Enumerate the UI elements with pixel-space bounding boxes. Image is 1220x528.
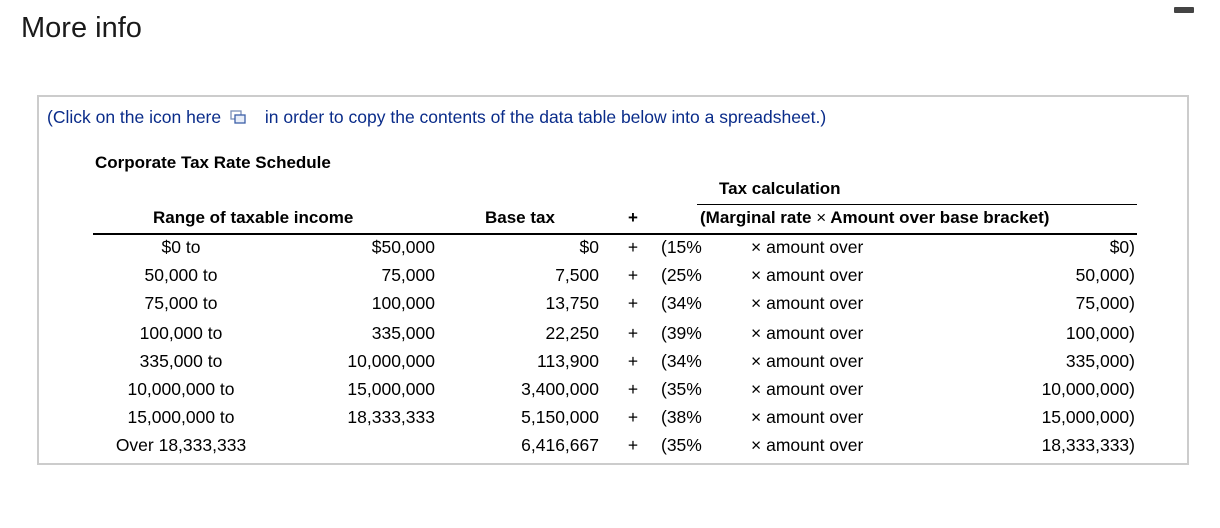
cell-base-bracket: 50,000) — [1075, 265, 1135, 285]
header-base-tax: Base tax — [485, 208, 555, 227]
header-tax-calculation: Tax calculation — [719, 179, 841, 198]
cell-income-from: $0 to — [161, 237, 201, 257]
table-row — [39, 323, 1187, 351]
cell-base-bracket: 15,000,000) — [1041, 407, 1135, 427]
page-title: More info — [21, 12, 142, 44]
cell-plus: + — [627, 323, 639, 343]
data-table-panel — [37, 95, 1189, 465]
cell-income-to: 15,000,000 — [347, 379, 435, 399]
table-row — [39, 435, 1187, 463]
header-times-symbol: × — [816, 208, 827, 227]
header-marginal-prefix: (Marginal rate — [700, 208, 812, 227]
header-plus: + — [628, 208, 638, 227]
cell-marginal-rate: (38% — [661, 407, 702, 427]
cell-base-tax: 13,750 — [545, 293, 599, 313]
cell-base-tax: $0 — [579, 237, 599, 257]
cell-income-to: 10,000,000 — [347, 351, 435, 371]
table-row — [39, 293, 1187, 321]
table-row — [39, 407, 1187, 435]
cell-amount-over: × amount over — [751, 407, 864, 427]
cell-base-bracket: $0) — [1109, 237, 1135, 257]
cell-income-from: 10,000,000 to — [127, 379, 235, 399]
cell-plus: + — [627, 351, 639, 371]
cell-income-from: 15,000,000 to — [127, 407, 235, 427]
copy-instruction — [47, 107, 826, 129]
cell-plus: + — [627, 435, 639, 455]
cell-marginal-rate: (34% — [661, 293, 702, 313]
cell-income-to: $50,000 — [371, 237, 435, 257]
cell-base-tax: 22,250 — [545, 323, 599, 343]
cell-plus: + — [627, 379, 639, 399]
cell-marginal-rate: (25% — [661, 265, 702, 285]
cell-base-bracket: 75,000) — [1075, 293, 1135, 313]
cell-marginal-rate: (35% — [661, 435, 702, 455]
cell-amount-over: × amount over — [751, 323, 864, 343]
cell-plus: + — [627, 265, 639, 285]
cell-income-to: 335,000 — [371, 323, 435, 343]
cell-base-tax: 7,500 — [555, 265, 599, 285]
cell-income-to: 75,000 — [381, 265, 435, 285]
cell-amount-over: × amount over — [751, 237, 864, 257]
table-row — [39, 237, 1187, 265]
cell-amount-over: × amount over — [751, 435, 864, 455]
header-rule — [93, 233, 1137, 235]
cell-marginal-rate: (35% — [661, 379, 702, 399]
copy-instruction-before: (Click on the icon here — [47, 107, 222, 127]
cell-income-from: 50,000 to — [144, 265, 218, 285]
cell-income-from: 75,000 to — [144, 293, 218, 313]
cell-plus: + — [627, 293, 639, 313]
table-row — [39, 351, 1187, 379]
cell-base-bracket: 335,000) — [1065, 351, 1135, 371]
minimize-button[interactable] — [1174, 7, 1194, 13]
cell-amount-over: × amount over — [751, 293, 864, 313]
header-marginal — [700, 208, 1049, 228]
cell-marginal-rate: (34% — [661, 351, 702, 371]
cell-marginal-rate: (39% — [661, 323, 702, 343]
copy-to-spreadsheet-icon[interactable] — [230, 108, 246, 129]
header-marginal-suffix: Amount over base bracket) — [830, 208, 1050, 227]
table-row — [39, 265, 1187, 293]
cell-base-bracket: 100,000) — [1065, 323, 1135, 343]
cell-base-tax: 3,400,000 — [521, 379, 599, 399]
tax-calc-underline — [697, 204, 1137, 205]
cell-income-to: 100,000 — [371, 293, 435, 313]
cell-marginal-rate: (15% — [661, 237, 702, 257]
cell-base-tax: 6,416,667 — [521, 435, 599, 455]
cell-amount-over: × amount over — [751, 351, 864, 371]
cell-income-from: 100,000 to — [139, 323, 223, 343]
table-row — [39, 379, 1187, 407]
cell-plus: + — [627, 407, 639, 427]
cell-base-tax: 5,150,000 — [521, 407, 599, 427]
cell-plus: + — [627, 237, 639, 257]
header-range: Range of taxable income — [153, 208, 354, 227]
table-caption: Corporate Tax Rate Schedule — [95, 153, 331, 172]
cell-base-bracket: 10,000,000) — [1041, 379, 1135, 399]
copy-instruction-after: in order to copy the contents of the data table below into a spreadsheet.) — [264, 107, 827, 127]
cell-income-to: 18,333,333 — [347, 407, 435, 427]
cell-base-tax: 113,900 — [537, 351, 599, 371]
cell-amount-over: × amount over — [751, 379, 864, 399]
cell-amount-over: × amount over — [751, 265, 864, 285]
cell-income-from: Over 18,333,333 — [115, 435, 247, 455]
cell-base-bracket: 18,333,333) — [1041, 435, 1135, 455]
cell-income-from: 335,000 to — [139, 351, 223, 371]
